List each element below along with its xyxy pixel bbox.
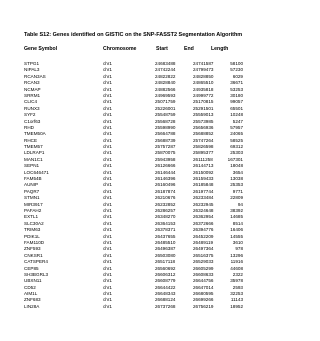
chromosome-cell: chr1 <box>103 105 112 111</box>
length-cell: 14555 <box>230 233 243 239</box>
gene-symbol-cell: C1orf63 <box>24 118 41 124</box>
length-cell: 35978 <box>230 278 243 284</box>
length-cell: 32253 <box>230 291 243 297</box>
start-cell: 26364153 <box>155 220 176 226</box>
end-cell: 25170815 <box>193 99 214 105</box>
length-cell: 24065 <box>230 131 243 137</box>
chromosome-cell: chr1 <box>103 73 112 79</box>
length-cell: 18952 <box>230 303 243 309</box>
start-cell: 24828840 <box>155 80 176 86</box>
chromosome-cell: chr1 <box>103 137 112 143</box>
gene-symbol-cell: SYF2 <box>24 112 36 118</box>
start-cell: 26688124 <box>155 297 176 303</box>
start-cell: 26348270 <box>155 214 176 220</box>
length-cell: 3654 <box>232 169 243 175</box>
start-cell: 26517118 <box>155 259 176 265</box>
chromosome-cell: chr1 <box>103 118 112 124</box>
end-cell: 26233484 <box>193 195 214 201</box>
start-cell: 26160496 <box>155 182 176 188</box>
end-cell: 26516375 <box>193 252 214 258</box>
start-cell: 24742244 <box>155 67 176 73</box>
length-cell: 53253 <box>230 86 243 92</box>
gene-symbol-cell: CEP85 <box>24 265 39 271</box>
start-cell: 24683488 <box>155 61 176 66</box>
length-cell: 65501 <box>230 105 243 111</box>
end-cell: 24828850 <box>193 73 214 79</box>
end-cell: 26185848 <box>193 182 214 188</box>
column-header-length: Length <box>211 46 229 52</box>
start-cell: 25870075 <box>155 150 176 156</box>
chromosome-cell: chr1 <box>103 233 112 239</box>
chromosome-cell: chr1 <box>103 176 112 182</box>
gene-symbol-cell: TMEM57 <box>24 144 43 150</box>
chromosome-cell: chr1 <box>103 265 112 271</box>
start-cell: 25688739 <box>155 137 176 143</box>
gene-symbol-cell: RHCE <box>24 137 38 143</box>
end-cell: 26644756 <box>193 278 214 284</box>
start-cell: 25664788 <box>155 131 176 137</box>
gene-symbol-cell: STPG1 <box>24 61 40 66</box>
chromosome-cell: chr1 <box>103 297 112 303</box>
gene-symbol-cell: RCAN3AS <box>24 73 46 79</box>
length-cell: 11916 <box>230 259 243 265</box>
gene-symbol-cell: MAN1C1 <box>24 156 43 162</box>
length-cell: 10248 <box>230 112 243 118</box>
chromosome-cell: chr1 <box>103 259 112 265</box>
chromosome-cell: chr1 <box>103 156 112 162</box>
end-cell: 24799473 <box>193 67 214 73</box>
gene-symbol-cell: LOC646471 <box>24 169 49 175</box>
end-cell: 26680595 <box>193 291 214 297</box>
end-cell: 24865510 <box>193 80 214 86</box>
chromosome-cell: chr1 <box>103 239 112 245</box>
end-cell: 26647014 <box>193 284 214 290</box>
chromosome-cell: chr1 <box>103 124 112 130</box>
gene-symbol-cell: SH3BGRL3 <box>24 271 49 277</box>
chromosome-cell: chr1 <box>103 214 112 220</box>
start-cell: 24882566 <box>155 86 176 92</box>
length-cell: 18048 <box>230 163 243 169</box>
start-cell: 24969593 <box>155 92 176 98</box>
end-cell: 26529033 <box>193 259 214 265</box>
length-cell: 13296 <box>230 252 243 258</box>
length-cell: 13038 <box>230 176 243 182</box>
end-cell: 25573985 <box>193 118 214 124</box>
length-cell: 2593 <box>232 284 243 290</box>
end-cell: 24741587 <box>193 61 214 66</box>
length-cell: 22809 <box>230 195 243 201</box>
length-cell: 14685 <box>230 214 243 220</box>
gene-symbol-cell: ZNF593 <box>24 246 41 252</box>
column-header-end: End <box>184 46 194 52</box>
gene-symbol-cell: SRRM1 <box>24 92 41 98</box>
start-cell: 25598990 <box>155 124 176 130</box>
chromosome-cell: chr1 <box>103 201 112 207</box>
end-cell: 25291501 <box>193 105 214 111</box>
table-header <box>24 46 254 53</box>
gene-symbol-cell: LIN28A <box>24 303 40 309</box>
table-title: Table S12: Genes identified on GISTIC on the SNP-FASST2 Segmentation Algorithm <box>24 32 243 38</box>
chromosome-cell: chr1 <box>103 227 112 233</box>
gene-symbol-cell: STMN1 <box>24 195 40 201</box>
gene-symbol-cell: CNKSR1 <box>24 252 43 258</box>
start-cell: 26126666 <box>155 163 176 169</box>
length-cell: 3610 <box>232 239 243 245</box>
length-cell: 6029 <box>232 73 243 79</box>
chromosome-cell: chr1 <box>103 61 112 66</box>
chromosome-cell: chr1 <box>103 291 112 297</box>
length-cell: 11143 <box>230 297 243 303</box>
gene-symbol-cell: AUNIP <box>24 182 39 188</box>
length-cell: 99057 <box>230 99 243 105</box>
end-cell: 26324648 <box>193 207 214 213</box>
chromosome-cell: chr1 <box>103 207 112 213</box>
gene-symbol-cell: TMEM50A <box>24 131 46 137</box>
end-cell: 26144713 <box>193 163 214 169</box>
length-cell: 30180 <box>230 92 243 98</box>
start-cell: 25568728 <box>155 118 176 124</box>
chromosome-cell: chr1 <box>103 80 112 86</box>
chromosome-cell: chr1 <box>103 182 112 188</box>
start-cell: 26485510 <box>155 239 176 245</box>
length-cell: 69312 <box>230 144 243 150</box>
gene-symbol-cell: ZNF683 <box>24 297 41 303</box>
gene-symbol-cell: MIR3917 <box>24 201 43 207</box>
gene-symbol-cell: EXTL1 <box>24 214 39 220</box>
length-cell: 5247 <box>232 118 243 124</box>
chromosome-cell: chr1 <box>103 278 112 284</box>
end-cell: 25688852 <box>193 131 214 137</box>
column-header-gene-symbol: Gene Symbol <box>24 46 58 52</box>
end-cell: 26699266 <box>193 297 214 303</box>
chromosome-cell: chr1 <box>103 271 112 277</box>
end-cell: 26608633 <box>193 271 214 277</box>
end-cell: 26394776 <box>193 227 214 233</box>
length-cell: 36671 <box>230 80 243 86</box>
gene-symbol-cell: SLC30A2 <box>24 220 44 226</box>
end-cell: 25656936 <box>193 124 214 130</box>
start-cell: 26378371 <box>155 227 176 233</box>
gene-symbol-cell: RUNX3 <box>24 105 40 111</box>
length-cell: 57957 <box>230 124 243 130</box>
start-cell: 26146396 <box>155 176 176 182</box>
length-cell: 58525 <box>230 137 243 143</box>
start-cell: 26437655 <box>155 233 176 239</box>
end-cell: 26372666 <box>193 220 214 226</box>
length-cell: 2322 <box>232 271 243 277</box>
gene-symbol-cell: AIM1L <box>24 291 38 297</box>
chromosome-cell: chr1 <box>103 144 112 150</box>
length-cell: 167301 <box>227 156 243 162</box>
start-cell: 26737268 <box>155 303 176 309</box>
start-cell: 25943958 <box>155 156 176 162</box>
gene-symbol-cell: FAM110D <box>24 239 45 245</box>
chromosome-cell: chr1 <box>103 195 112 201</box>
end-cell: 26605299 <box>193 265 214 271</box>
gene-symbol-cell: UBXN11 <box>24 278 42 284</box>
table-body <box>24 61 254 310</box>
start-cell: 26232852 <box>155 201 176 207</box>
length-cell: 94 <box>237 201 243 207</box>
start-cell: 26644422 <box>155 284 176 290</box>
end-cell: 26232945 <box>193 201 214 207</box>
chromosome-cell: chr1 <box>103 99 112 105</box>
chromosome-cell: chr1 <box>103 163 112 169</box>
gene-symbol-cell: LDLRAP1 <box>24 150 45 156</box>
gene-symbol-cell: CD52 <box>24 284 36 290</box>
gene-symbol-cell: RCAN3 <box>24 80 40 86</box>
chromosome-cell: chr1 <box>103 188 112 194</box>
length-cell: 58100 <box>230 61 243 66</box>
length-cell: 44608 <box>230 265 243 271</box>
start-cell: 26286257 <box>155 207 176 213</box>
end-cell: 25895377 <box>193 150 214 156</box>
start-cell: 24822822 <box>155 73 176 79</box>
end-cell: 26197744 <box>193 188 214 194</box>
table-row <box>24 304 254 310</box>
chromosome-cell: chr1 <box>103 86 112 92</box>
gene-symbol-cell: CLIC4 <box>24 99 38 105</box>
end-cell: 24999772 <box>193 92 214 98</box>
end-cell: 25826598 <box>193 144 214 150</box>
gene-symbol-cell: CATSPER4 <box>24 259 48 265</box>
start-cell: 25757287 <box>155 144 176 150</box>
end-cell: 25559013 <box>193 112 214 118</box>
start-cell: 26606312 <box>155 271 176 277</box>
start-cell: 25226001 <box>155 105 176 111</box>
gene-symbol-cell: NIPAL3 <box>24 67 40 73</box>
gene-symbol-cell: NCMAP <box>24 86 41 92</box>
end-cell: 26111258 <box>193 156 213 162</box>
chromosome-cell: chr1 <box>103 220 112 226</box>
length-cell: 16406 <box>230 227 243 233</box>
length-cell: 8514 <box>232 220 243 226</box>
start-cell: 26608779 <box>155 278 176 284</box>
end-cell: 26159433 <box>193 176 214 182</box>
column-header-chromosome: Chromosome <box>103 46 137 52</box>
chromosome-cell: chr1 <box>103 169 112 175</box>
chromosome-cell: chr1 <box>103 284 112 290</box>
end-cell: 26756219 <box>193 303 214 309</box>
length-cell: 57230 <box>230 67 243 73</box>
length-cell: 9771 <box>232 188 243 194</box>
start-cell: 26146444 <box>155 169 176 175</box>
gene-symbol-cell: PDIK1L <box>24 233 40 239</box>
end-cell: 26362954 <box>193 214 214 220</box>
start-cell: 26648343 <box>155 291 176 297</box>
length-cell: 25353 <box>230 182 243 188</box>
length-cell: 25303 <box>230 150 243 156</box>
start-cell: 25071759 <box>155 99 176 105</box>
start-cell: 26210676 <box>155 195 176 201</box>
length-cell: 978 <box>235 246 243 252</box>
end-cell: 25747264 <box>193 137 214 143</box>
start-cell: 26503080 <box>155 252 176 258</box>
gene-symbol-cell: SEPN1 <box>24 163 40 169</box>
start-cell: 26187874 <box>155 188 176 194</box>
end-cell: 26497364 <box>193 246 214 252</box>
end-cell: 24935818 <box>193 86 214 92</box>
start-cell: 26560692 <box>155 265 176 271</box>
chromosome-cell: chr1 <box>103 252 112 258</box>
gene-symbol-cell: RHD <box>24 124 34 130</box>
chromosome-cell: chr1 <box>103 246 112 252</box>
gene-symbol-cell: TRIM63 <box>24 227 41 233</box>
gene-symbol-cell: PAFAH2 <box>24 207 42 213</box>
column-header-start: Start <box>156 46 168 52</box>
gene-symbol-cell: FAM54B <box>24 176 42 182</box>
end-cell: 26150092 <box>193 169 214 175</box>
chromosome-cell: chr1 <box>103 92 112 98</box>
end-cell: 26489119 <box>193 239 214 245</box>
chromosome-cell: chr1 <box>103 67 112 73</box>
length-cell: 38392 <box>230 207 243 213</box>
gene-symbol-cell: PAQR7 <box>24 188 40 194</box>
chromosome-cell: chr1 <box>103 131 112 137</box>
chromosome-cell: chr1 <box>103 303 112 309</box>
end-cell: 26452209 <box>193 233 214 239</box>
chromosome-cell: chr1 <box>103 112 112 118</box>
start-cell: 26496387 <box>155 246 176 252</box>
start-cell: 25548759 <box>155 112 176 118</box>
chromosome-cell: chr1 <box>103 150 112 156</box>
